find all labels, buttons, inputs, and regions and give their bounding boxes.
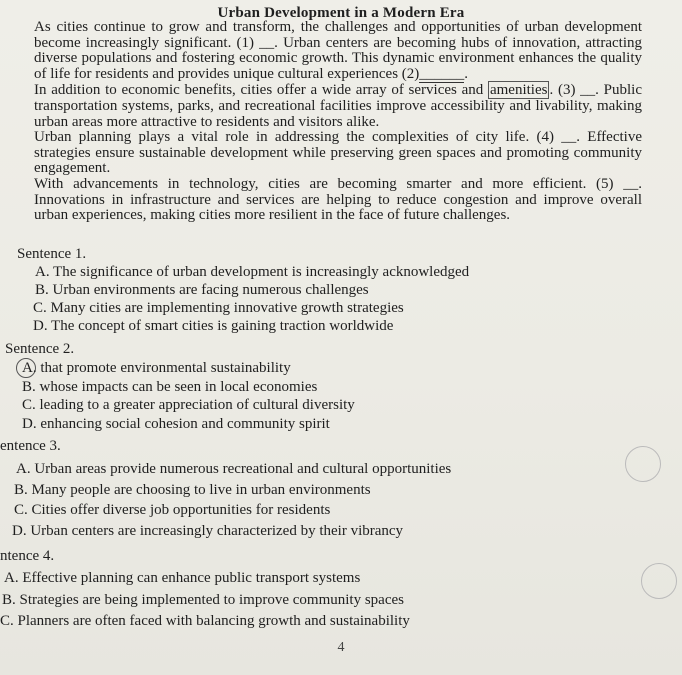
question-2-option-c[interactable]: C. leading to a greater appreciation of cultural diversity [22, 397, 355, 413]
question-1-option-a[interactable]: A. The significance of urban development is increasingly acknowledged [35, 264, 470, 280]
question-3-label: entence 3. [0, 438, 61, 454]
question-2-option-a[interactable]: A. that promote environmental sustainability [22, 360, 291, 376]
answer-blank[interactable]: ______ [419, 65, 465, 82]
question-4-option-b[interactable]: B. Strategies are being implemented to improve community spaces [2, 592, 404, 608]
question-4-option-a[interactable]: A. Effective planning can enhance public transport systems [4, 570, 361, 586]
paragraph-text: . (3) [549, 82, 581, 99]
question-1-label: Sentence 1. [17, 246, 87, 262]
answer-blank[interactable]: __ [259, 34, 275, 51]
paragraph-3 [34, 130, 642, 177]
pencil-circle-mark [641, 563, 677, 599]
paragraph-text: . Urban centers are becoming hubs of innovation, attracting diverse populations and fostering economic growth. This dynamic environment enhances the quality of life for residents and provides unique cultural experiences (2) [34, 34, 642, 82]
question-3-option-b[interactable]: B. Many people are choosing to live in urban environments [14, 482, 371, 498]
passage [34, 20, 642, 224]
question-3-option-d[interactable]: D. Urban centers are increasingly characterized by their vibrancy [12, 523, 404, 539]
pencil-circle-mark [625, 446, 661, 482]
paragraph-2 [34, 83, 642, 130]
question-2-option-d[interactable]: D. enhancing social cohesion and community spirit [22, 416, 330, 432]
question-2-option-b[interactable]: B. whose impacts can be seen in local economies [22, 379, 318, 395]
paragraph-text: . Innovations in infrastructure and services are helping to reduce congestion and improve overall urban experiences, making cities more resilient in the face of future challenges. [34, 175, 642, 224]
question-3-option-a[interactable]: A. Urban areas provide numerous recreational and cultural opportunities [16, 461, 452, 477]
page-number: 4 [337, 640, 345, 655]
answer-blank[interactable]: __ [580, 82, 596, 99]
paragraph-text: . Effective strategies ensure sustainable development while preserving green spaces and promoting community engagement. [34, 129, 642, 177]
page-title: Urban Development in a Modern Era [217, 5, 465, 21]
question-4-option-c[interactable]: C. Planners are often faced with balancing growth and sustainability [0, 613, 410, 629]
question-1-option-c[interactable]: C. Many cities are implementing innovative growth strategies [33, 300, 404, 316]
answer-blank[interactable]: __ [561, 129, 577, 146]
paragraph-text: . [464, 65, 469, 82]
paragraph-text: . Public transportation systems, parks, and recreational facilities improve accessibility and livability, making urban areas more attractive to residents and visitors alike. [34, 82, 642, 130]
paragraph-text: With advancements in technology, cities are becoming smarter and more efficient. (5) [34, 175, 624, 192]
paragraph-text: In addition to economic benefits, cities offer a wide array of services and [34, 82, 488, 99]
paragraph-text: Urban planning plays a vital role in addressing the complexities of city life. (4) [34, 129, 562, 146]
boxed-word: amenities [489, 82, 548, 99]
paragraph-text: As cities continue to grow and transform, the challenges and opportunities of urban development become increasingly significant. (1) [34, 19, 642, 51]
question-3-option-c[interactable]: C. Cities offer diverse job opportunities for residents [14, 502, 331, 518]
paragraph-1 [34, 20, 642, 83]
answer-blank[interactable]: __ [623, 175, 639, 192]
question-1-option-b[interactable]: B. Urban environments are facing numerous challenges [35, 282, 369, 298]
question-1-option-d[interactable]: D. The concept of smart cities is gaining traction worldwide [33, 318, 394, 334]
paragraph-4 [34, 177, 642, 224]
question-4-label: ntence 4. [0, 548, 55, 564]
question-2-label: Sentence 2. [5, 341, 75, 357]
